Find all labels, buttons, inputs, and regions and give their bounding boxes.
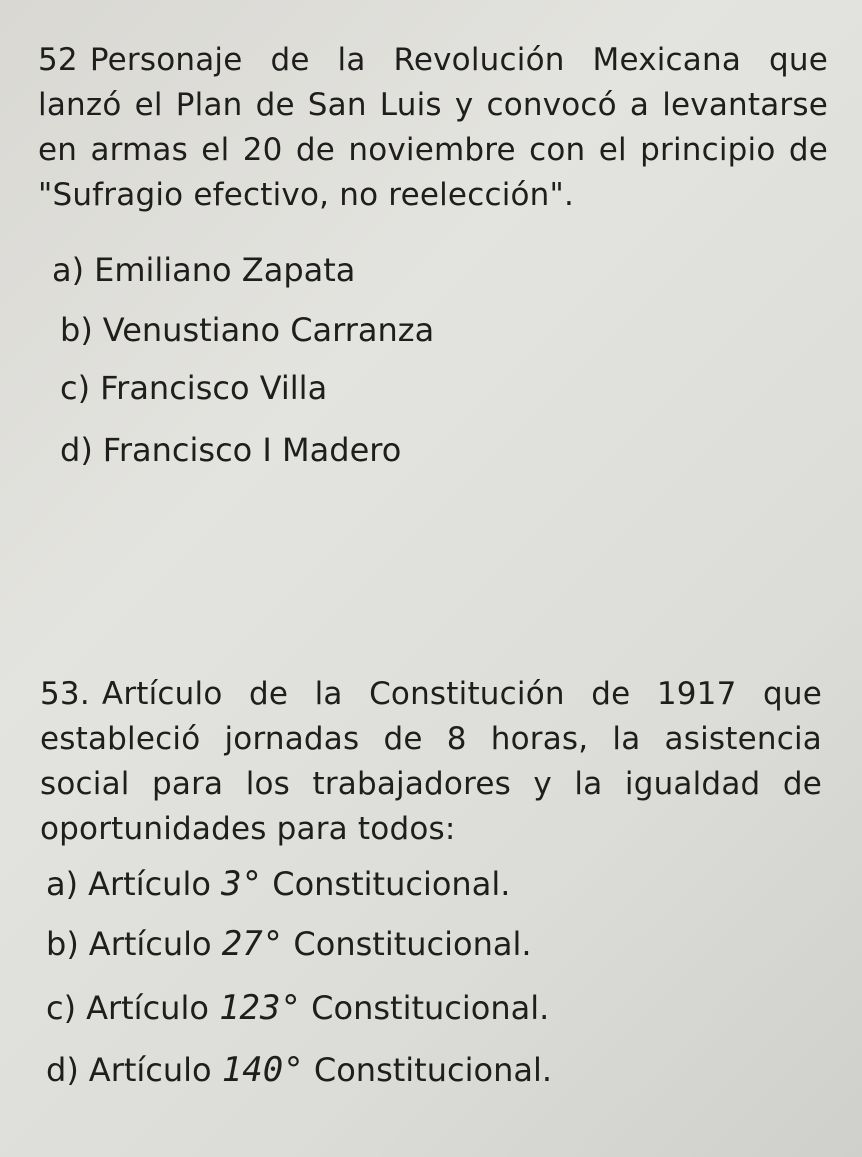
option-text: Emiliano Zapata [94,251,356,289]
answer-option-d[interactable] [60,430,401,470]
answer-option-c[interactable] [46,988,549,1028]
option-word: Artículo [88,925,212,963]
option-text: Francisco Villa [100,369,328,407]
question-number: 53. [40,676,90,712]
answer-option-a[interactable] [46,864,510,904]
option-letter: a) [46,865,79,903]
article-number: 123° [219,988,301,1028]
question-number: 52 [38,42,78,78]
option-letter: b) [60,311,93,349]
option-letter: c) [46,989,77,1027]
answer-option-d[interactable] [46,1050,552,1090]
article-number: 3° [221,864,263,904]
question-text: Personaje de la Revolución Mexicana que lanzó el Plan de San Luis y convocó a levantarse en armas el 20 de noviembre con el principio de "Sufragio efectivo, no reelección". [38,42,828,213]
option-letter: d) [46,1051,79,1089]
option-suffix: Constitucional. [311,989,550,1027]
option-suffix: Constitucional. [272,865,511,903]
question-prompt [38,38,828,218]
option-suffix: Constitucional. [313,1051,553,1089]
option-letter: b) [46,925,79,963]
answer-option-a[interactable] [52,250,355,290]
option-word: Artículo [86,989,209,1027]
option-word: Artículo [88,865,211,903]
question-text: Artículo de la Constitución de 1917 que estableció jornadas de 8 horas, la asistencia social para los trabajadores y la igualdad de oportunidades para todos: [40,676,822,847]
option-word: Artículo [88,1051,212,1089]
answer-option-b[interactable] [46,924,532,964]
option-suffix: Constitucional. [293,925,532,963]
option-letter: c) [60,369,91,407]
option-text: Francisco I Madero [102,431,402,469]
question-prompt [40,672,822,852]
answer-option-c[interactable] [60,368,327,408]
option-letter: a) [52,251,85,289]
option-text: Venustiano Carranza [102,311,435,349]
answer-option-b[interactable] [60,310,434,350]
article-number: 27° [221,924,284,964]
option-letter: d) [60,431,93,469]
article-number: 140° [221,1050,304,1090]
